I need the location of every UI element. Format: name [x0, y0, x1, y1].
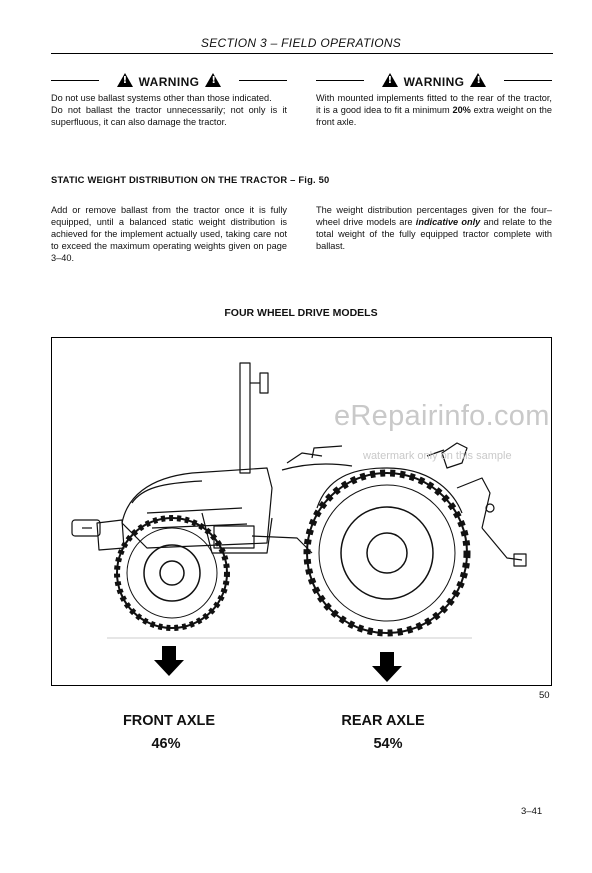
warning-emphasis: 20%	[452, 105, 471, 115]
right-text-before: The weight distribution percentages given for the four–wheel drive models are	[316, 205, 552, 227]
warning-label: WARNING	[138, 75, 200, 89]
front-axle-percent: 46%	[151, 736, 181, 752]
figure-number: 50	[539, 690, 550, 701]
watermark: eRepairinfo.com	[334, 400, 550, 432]
rear-wheel	[307, 473, 467, 633]
right-column	[316, 204, 552, 252]
figure-frame	[51, 337, 552, 686]
warning-label-row	[51, 73, 287, 89]
watermark-sub: watermark only on this sample	[363, 450, 512, 462]
front-wheel	[117, 518, 227, 628]
warning-box-ballast	[51, 70, 287, 128]
header-divider	[51, 53, 553, 54]
warning-paragraph	[316, 92, 552, 128]
section-heading: STATIC WEIGHT DISTRIBUTION ON THE TRACTOR – Fig. 50	[51, 174, 330, 185]
warning-box-front-weight	[316, 70, 552, 128]
left-column	[51, 204, 287, 264]
warning-triangle-icon	[382, 73, 398, 87]
warning-line: Do not use ballast systems other than those indicated.	[51, 93, 272, 103]
warning-triangle-icon	[205, 73, 221, 87]
tractor-illustration	[52, 338, 551, 685]
right-text-after: and relate to the total weight of the fully equipped tractor complete with ballast.	[316, 217, 552, 251]
warning-header	[51, 70, 287, 90]
page-number: 3–41	[521, 806, 543, 817]
rear-axle-percent: 54%	[373, 736, 403, 752]
warning-line: Do not ballast the tractor unnecessarily; not only is it superfluous, it can also damage the tractor.	[51, 105, 287, 127]
warning-text-before: With mounted implements fitted to the rear of the tractor, it is a good idea to fit a minimum	[316, 93, 552, 115]
left-paragraph: Add or remove ballast from the tractor once it is fully equipped, until a balanced static weight distribution is achieved for the implement actually used, taking care not to exceed the maximum operating weights given on page 3–40.	[51, 205, 287, 263]
warning-rule-right	[504, 80, 552, 81]
rear-axle-label: REAR AXLE	[341, 713, 425, 729]
warning-text	[316, 92, 552, 128]
warning-text-after: extra weight on the front axle.	[316, 105, 552, 127]
warning-text	[51, 92, 287, 128]
arrow-down-icon	[154, 646, 184, 681]
warning-header	[316, 70, 552, 90]
right-emphasis: indicative only	[415, 217, 481, 227]
warning-label: WARNING	[403, 75, 465, 89]
front-axle-label: FRONT AXLE	[122, 713, 216, 729]
warning-triangle-icon	[470, 73, 486, 87]
arrow-down-icon	[372, 652, 402, 687]
warning-triangle-icon	[117, 73, 133, 87]
figure-title: FOUR WHEEL DRIVE MODELS	[224, 307, 378, 319]
warning-label-row	[316, 73, 552, 89]
warning-rule-right	[239, 80, 287, 81]
page-header-title: SECTION 3 – FIELD OPERATIONS	[200, 36, 402, 50]
right-paragraph	[316, 204, 552, 252]
